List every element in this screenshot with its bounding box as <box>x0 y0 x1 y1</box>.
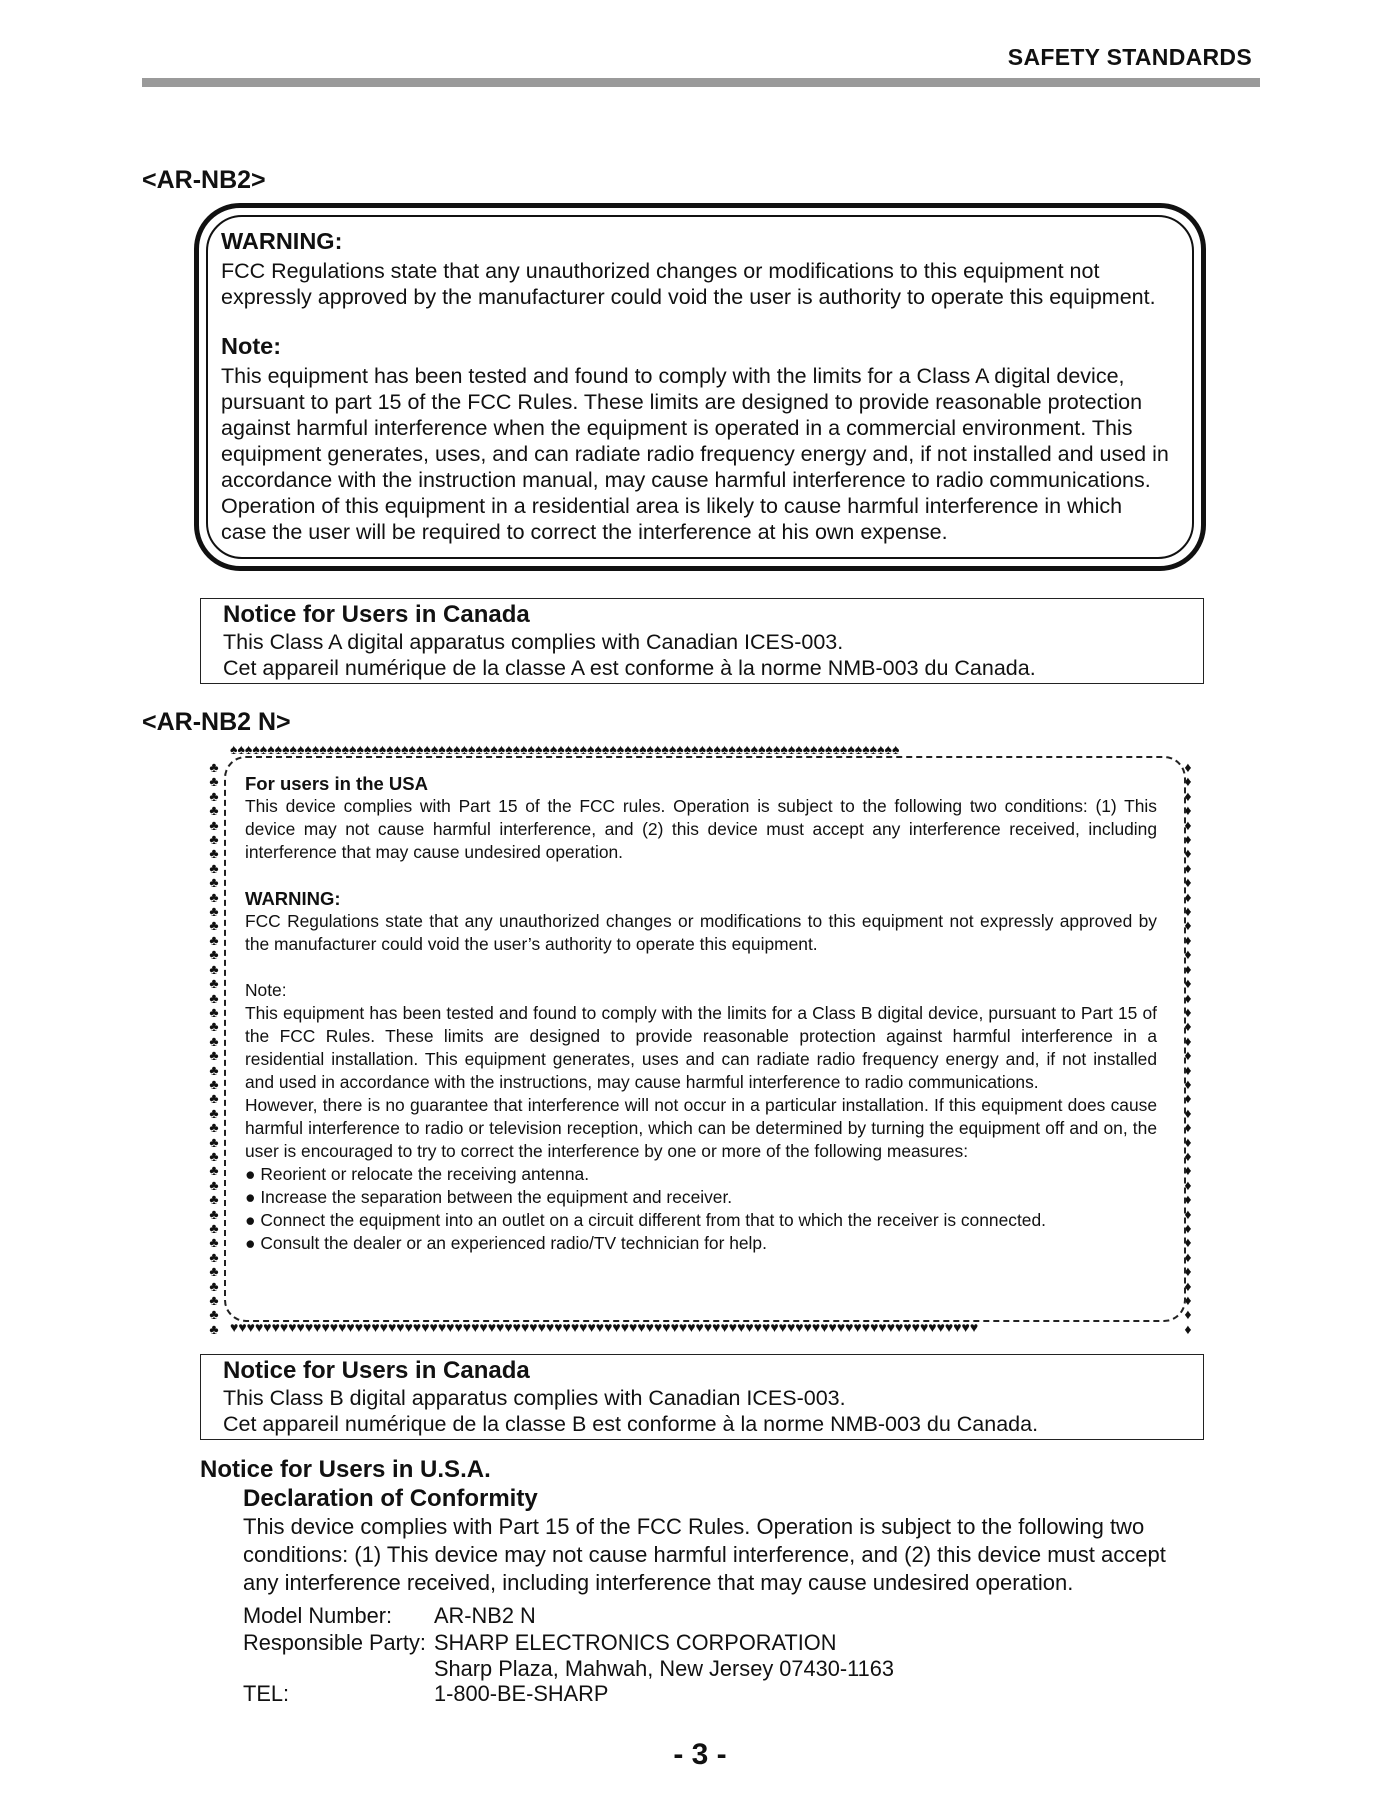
decorative-border-right: ♦ ♦ ♦ ♦ ♦ ♦ ♦ ♦ ♦ ♦ ♦ ♦ ♦ ♦ ♦ ♦ ♦ ♦ ♦ ♦ ♦ ♦ ♦ ♦ ♦ ♦ ♦ ♦ ♦ ♦ ♦ ♦ ♦ ♦ ♦ ♦ ♦ ♦ ♦ ♦ <box>1184 759 1192 1337</box>
warning-heading: WARNING: <box>221 228 343 254</box>
canada-notice-heading: Notice for Users in Canada <box>223 601 530 628</box>
bullet-icon: ● <box>245 1210 261 1230</box>
note-line-6: Operation of this equipment in a residential area is likely to cause harmful interference in which <box>221 494 1123 518</box>
note-heading: Note: <box>221 333 282 359</box>
usa-users-heading: For users in the USA <box>245 773 428 794</box>
warning-line-2: expressly approved by the manufacturer could void the user is authority to operate this equipment. <box>221 285 1156 309</box>
note-line-4: equipment generates, uses, and can radiate radio frequency energy and, if not installed and used in <box>221 442 1169 466</box>
bullet-icon: ● <box>245 1233 261 1253</box>
declaration-line-2: conditions: (1) This device may not cause harmful interference, and (2) this device must accept <box>243 1542 1166 1567</box>
decorative-border-left: ♣ ♣ ♣ ♣ ♣ ♣ ♣ ♣ ♣ ♣ ♣ ♣ ♣ ♣ ♣ ♣ ♣ ♣ ♣ ♣ ♣ ♣ ♣ ♣ ♣ ♣ ♣ ♣ ♣ ♣ ♣ ♣ ♣ ♣ ♣ ♣ ♣ ♣ ♣ ♣ <box>209 759 219 1337</box>
class-b-warning-heading: WARNING: <box>245 888 341 909</box>
canada-notice-class-b <box>200 1354 1204 1440</box>
canada-notice-line-en: This Class B digital apparatus complies with Canadian ICES-003. <box>223 1386 846 1410</box>
page-number: - 3 - <box>673 1738 727 1771</box>
decorative-border-top: ♠♠♠♠♠♠♠♠♠♠♠♠♠♠♠♠♠♠♠♠♠♠♠♠♠♠♠♠♠♠♠♠♠♠♠♠♠♠♠♠♠♠♠♠♠♠♠♠♠♠♠♠♠♠♠♠♠♠♠♠♠♠♠♠♠♠♠♠♠♠♠♠♠♠♠♠♠♠♠♠♠♠♠♠♠♠♠♠♠♠ <box>230 741 900 757</box>
class-b-note-paragraph-2: However, there is no guarantee that interference will not occur in a particular installation. If this equipment does cause harmful interference to radio or television reception, which can be determined by turning the equipment off and on, the user is encouraged to try to correct the interference by one or more of the following measures: <box>245 1095 1157 1161</box>
canada-notice-heading: Notice for Users in Canada <box>223 1357 530 1384</box>
usa-users-paragraph: This device complies with Part 15 of the FCC rules. Operation is subject to the following two conditions: (1) This device may not cause harmful interference, and (2) this device must accept any interference received, including interference that may cause undesired operation. <box>245 796 1157 862</box>
model-number-label: Model Number: <box>243 1603 393 1628</box>
telephone-value: 1-800-BE-SHARP <box>434 1681 609 1706</box>
class-b-notice-text <box>245 772 1157 1255</box>
measure-list-item: ● Consult the dealer or an experienced radio/TV technician for help. <box>245 1233 767 1253</box>
decorative-border-bottom: ♥♥♥♥♥♥♥♥♥♥♥♥♥♥♥♥♥♥♥♥♥♥♥♥♥♥♥♥♥♥♥♥♥♥♥♥♥♥♥♥♥♥♥♥♥♥♥♥♥♥♥♥♥♥♥♥♥♥♥♥♥♥♥♥♥♥♥♥♥♥♥♥♥♥♥♥♥♥♥♥♥♥♥♥♥♥♥♥♥♥ <box>230 1319 979 1335</box>
bullet-icon: ● <box>245 1187 261 1207</box>
measure-list-item: ● Reorient or relocate the receiving antenna. <box>245 1164 590 1184</box>
bullet-icon: ● <box>245 1164 261 1184</box>
note-line-2: pursuant to part 15 of the FCC Rules. These limits are designed to provide reasonable protection <box>221 390 1143 414</box>
model-number-value: AR-NB2 N <box>434 1603 536 1628</box>
class-b-note-paragraph-1: This equipment has been tested and found to comply with the limits for a Class B digital device, pursuant to Part 15 of the FCC Rules. These limits are designed to provide reasonable protection against harmful interference in a residential installation. This equipment generates, uses and can radiate radio frequency energy and, if not installed and used in accordance with the instructions, may cause harmful interference to radio communications. <box>245 1003 1157 1092</box>
header-divider <box>142 78 1260 87</box>
note-line-7: case the user will be required to correct the interference at his own expense. <box>221 520 948 544</box>
responsible-party-address: Sharp Plaza, Mahwah, New Jersey 07430-1163 <box>434 1656 895 1681</box>
section-title-ar-nb2: <AR-NB2> <box>142 166 266 194</box>
page-header-title: SAFETY STANDARDS <box>1007 44 1252 70</box>
measure-list-item: ● Connect the equipment into an outlet on a circuit different from that to which the receiver is connected. <box>245 1210 1046 1230</box>
class-b-warning-paragraph: FCC Regulations state that any unauthorized changes or modifications to this equipment not expressly approved by the manufacturer could void the user’s authority to operate this equipment. <box>245 911 1157 954</box>
canada-notice-line-fr: Cet appareil numérique de la classe B est conforme à la norme NMB-003 du Canada. <box>223 1412 1039 1436</box>
usa-notice-heading: Notice for Users in U.S.A. <box>200 1456 491 1483</box>
declaration-heading: Declaration of Conformity <box>243 1485 538 1512</box>
section-title-ar-nb2-n: <AR-NB2 N> <box>142 708 291 736</box>
telephone-label: TEL: <box>243 1681 290 1706</box>
note-line-5: accordance with the instruction manual, may cause harmful interference to radio communications. <box>221 468 1151 492</box>
declaration-line-3: any interference received, including interference that may cause undesired operation. <box>243 1570 1074 1595</box>
warning-line-1: FCC Regulations state that any unauthorized changes or modifications to this equipment not <box>221 259 1100 283</box>
canada-notice-line-fr: Cet appareil numérique de la classe A est conforme à la norme NMB-003 du Canada. <box>223 656 1036 680</box>
note-line-1: This equipment has been tested and found to comply with the limits for a Class A digital device, <box>221 364 1125 388</box>
class-b-note-heading: Note: <box>245 980 287 1000</box>
responsible-party-label: Responsible Party: <box>243 1630 426 1655</box>
measure-list-item: ● Increase the separation between the equipment and receiver. <box>245 1187 733 1207</box>
canada-notice-class-a <box>200 598 1204 684</box>
declaration-line-1: This device complies with Part 15 of the FCC Rules. Operation is subject to the following two <box>243 1514 1145 1539</box>
canada-notice-line-en: This Class A digital apparatus complies with Canadian ICES-003. <box>223 630 844 654</box>
responsible-party-name: SHARP ELECTRONICS CORPORATION <box>434 1630 837 1655</box>
note-line-3: against harmful interference when the equipment is operated in a commercial environment. This <box>221 416 1133 440</box>
